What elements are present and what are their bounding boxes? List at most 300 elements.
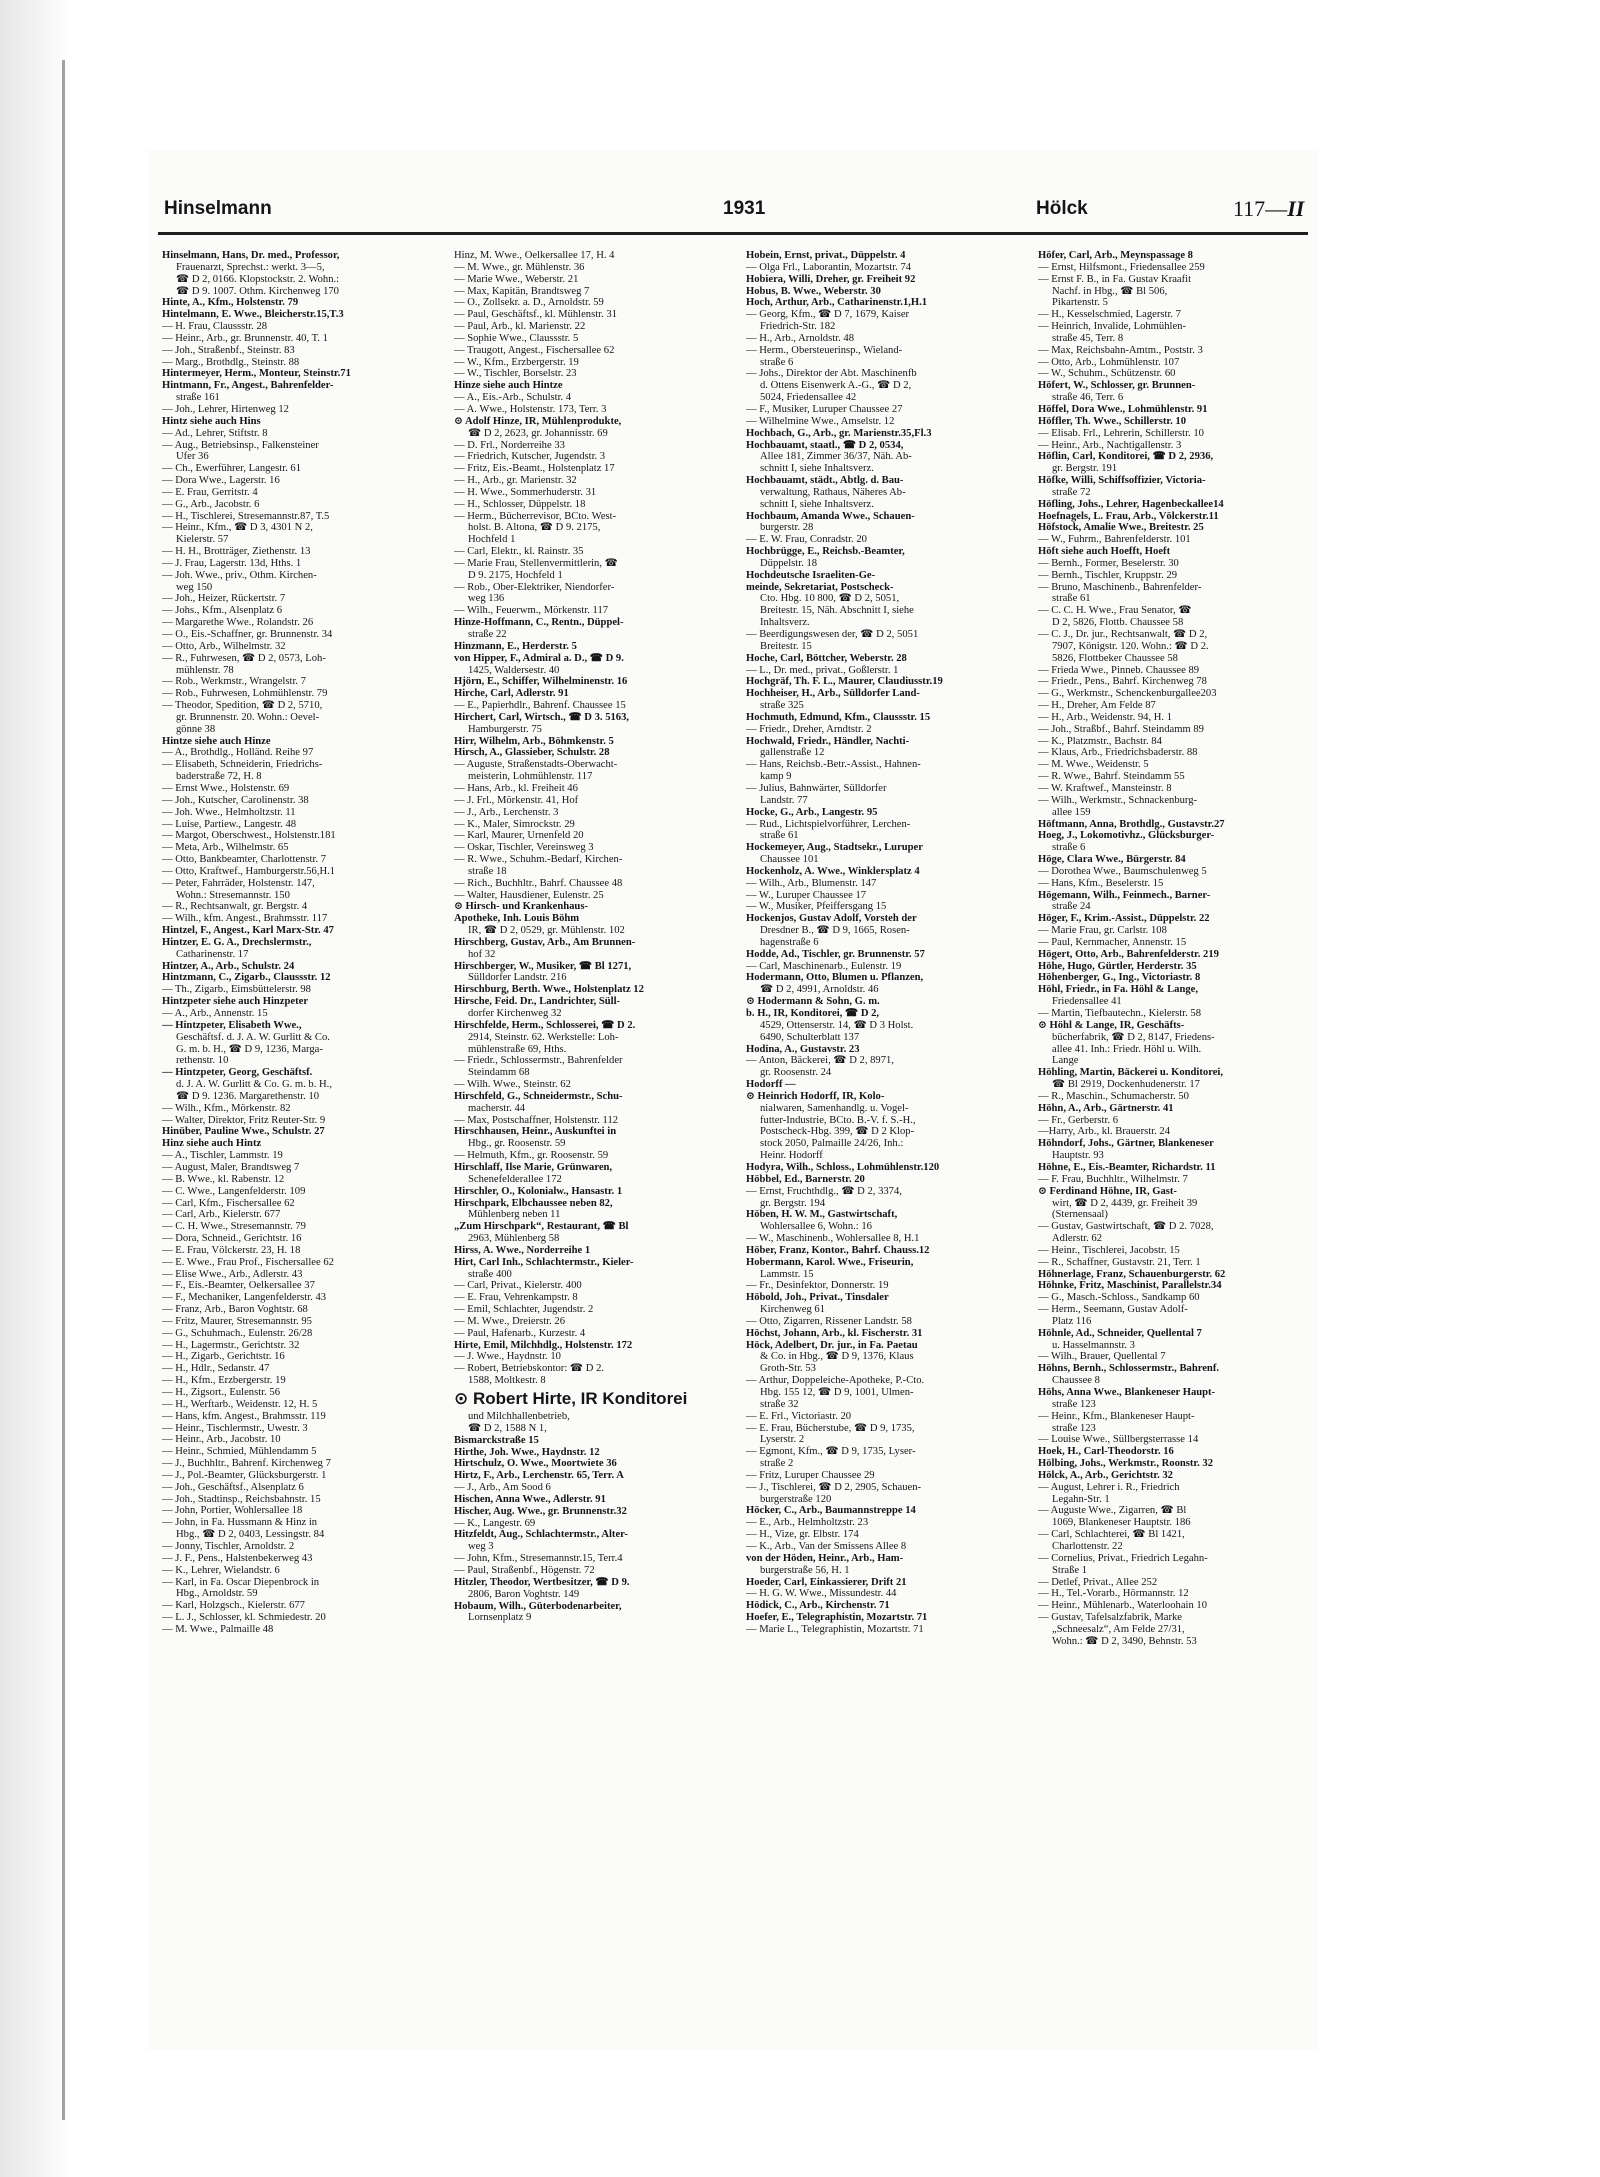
directory-entry: — Ernst Wwe., Holstenstr. 69 bbox=[162, 782, 290, 794]
directory-entry: — A., Arb., Annenstr. 15 bbox=[162, 1008, 268, 1019]
directory-entry: Hockenholz, A. Wwe., Winklersplatz 4 bbox=[746, 865, 920, 877]
directory-entry: Sülldorfer Landstr. 216 bbox=[468, 972, 567, 984]
directory-entry: Hirte, Emil, Milchhdlg., Holstenstr. 172 bbox=[454, 1339, 633, 1351]
directory-entry: meinde, Sekretariat, Postscheck- bbox=[746, 581, 894, 593]
directory-entry: meisterin, Lohmühlenstr. 117 bbox=[468, 771, 593, 783]
directory-entry: — Sophie Wwe., Claussstr. 5 bbox=[454, 332, 579, 344]
directory-entry: Hockemeyer, Aug., Stadtsekr., Luruper bbox=[746, 842, 923, 854]
directory-entry: Hodyra, Wilh., Schloss., Lohmühlenstr.120 bbox=[746, 1161, 940, 1173]
directory-entry: — Joh., Kutscher, Carolinenstr. 38 bbox=[162, 794, 309, 806]
directory-entry: — J., Arb., Am Sood 6 bbox=[454, 1482, 551, 1494]
directory-entry: — Th., Zigarb., Eimsbüttelerstr. 98 bbox=[162, 984, 311, 996]
directory-entry: — R., Fuhrwesen, ☎ D 2, 0573, Loh- bbox=[162, 652, 326, 664]
directory-entry: Hirche, Carl, Adlerstr. 91 bbox=[454, 688, 569, 700]
directory-entry: Hitzfeldt, Aug., Schlachtermstr., Alter- bbox=[454, 1529, 628, 1541]
directory-entry: Hjörn, E., Schiffer, Wilhelminenstr. 16 bbox=[454, 676, 628, 688]
directory-entry: Hoch, Arthur, Arb., Catharinenstr.1,H.1 bbox=[746, 297, 928, 309]
directory-entry: Hintzpeter siehe auch Hinzpeter bbox=[162, 996, 309, 1008]
directory-entry: Höffel, Dora Wwe., Lohmühlenstr. 91 bbox=[1038, 403, 1208, 415]
directory-entry: — Heinrich, Invalide, Lohmühlen- bbox=[1038, 321, 1186, 333]
directory-entry: — Hintzpeter, Elisabeth Wwe., bbox=[162, 1019, 302, 1031]
directory-entry: — Theodor, Spedition, ☎ D 2, 5710, bbox=[162, 700, 323, 712]
directory-entry: baderstraße 72, H. 8 bbox=[176, 771, 262, 783]
directory-entry: bücherfabrik, ☎ D 2, 8147, Friedens- bbox=[1052, 1031, 1215, 1043]
directory-entry: Bismarckstraße 15 bbox=[454, 1434, 539, 1446]
directory-entry: — F., Musiker, Luruper Chaussee 27 bbox=[746, 403, 903, 415]
directory-entry: — Dora, Schneid., Gerichtstr. 16 bbox=[162, 1233, 302, 1245]
directory-entry: Hinze siehe auch Hintze bbox=[454, 380, 563, 392]
directory-entry: — M. Wwe., Weidenstr. 5 bbox=[1038, 759, 1149, 771]
directory-entry: — K., Maler, Simrockstr. 29 bbox=[454, 818, 575, 830]
directory-entry: Höhenberger, G., Ing., Victoriastr. 8 bbox=[1038, 972, 1201, 984]
directory-entry: Steindamm 68 bbox=[468, 1067, 530, 1079]
directory-entry: straße 325 bbox=[760, 700, 804, 712]
directory-entry: IR, ☎ D 2, 0529, gr. Mühlenstr. 102 bbox=[468, 925, 625, 937]
header-first-name: Hinselmann bbox=[164, 198, 272, 219]
directory-entry: — Heinr., Mühlenarb., Waterloohain 10 bbox=[1038, 1600, 1208, 1612]
directory-entry: Hobermann, Karol. Wwe., Friseurin, bbox=[746, 1256, 914, 1268]
directory-entry: Höffler, Th. Wwe., Schillerstr. 10 bbox=[1038, 415, 1187, 427]
directory-entry: Hinzmann, E., Herderstr. 5 bbox=[454, 640, 577, 652]
directory-entry: 1588, Moltkestr. 8 bbox=[468, 1375, 546, 1387]
directory-entry: allee 41. Inh.: Friedr. Höhl u. Wilh. bbox=[1052, 1043, 1202, 1055]
directory-entry: gr. Roosenstr. 24 bbox=[760, 1067, 832, 1079]
directory-entry: — Margarethe Wwe., Rolandstr. 26 bbox=[162, 617, 314, 629]
directory-entry: — Carl, Kfm., Fischersallee 62 bbox=[162, 1197, 295, 1209]
directory-entry: mühlenstr. 78 bbox=[176, 664, 234, 676]
directory-entry: — J. F., Pens., Halstenbekerweg 43 bbox=[162, 1552, 313, 1564]
directory-entry: — Meta, Arb., Wilhelmstr. 65 bbox=[162, 842, 289, 854]
directory-entry: Heinr. Hodorff bbox=[760, 1150, 823, 1162]
directory-entry: Hochdeutsche Israeliten-Ge- bbox=[746, 569, 876, 581]
directory-entry: Hirschhausen, Heinr., Auskunftei in bbox=[454, 1126, 617, 1138]
directory-entry: — Bruno, Maschinenb., Bahrenfelder- bbox=[1038, 581, 1202, 593]
directory-entry: — W., Tischler, Borselstr. 23 bbox=[454, 368, 577, 380]
directory-entry: rethenstr. 10 bbox=[176, 1055, 229, 1067]
directory-entry: allee 159 bbox=[1052, 806, 1091, 818]
directory-entry: — Marie Frau, Stellenvermittlerin, ☎ bbox=[454, 557, 618, 569]
directory-entry: Hobein, Ernst, privat., Düppelstr. 4 bbox=[746, 250, 906, 261]
directory-entry: — Joh., Stadtinsp., Reichsbahnstr. 15 bbox=[162, 1493, 321, 1505]
header-year: 1931 bbox=[723, 198, 766, 219]
running-header bbox=[148, 194, 1318, 228]
directory-entry: Hintzer, A., Arb., Schulstr. 24 bbox=[162, 960, 295, 972]
directory-entry: — Oskar, Tischler, Vereinsweg 3 bbox=[454, 842, 594, 854]
directory-entry: — Wilh., Brauer, Quellental 7 bbox=[1038, 1351, 1166, 1363]
directory-entry: Hoeder, Carl, Einkassierer, Drift 21 bbox=[746, 1576, 907, 1588]
directory-entry: — M. Wwe., gr. Mühlenstr. 36 bbox=[454, 261, 585, 273]
directory-entry: — Max, Postschaffner, Holstenstr. 112 bbox=[454, 1114, 619, 1126]
directory-entry: Friedensallee 41 bbox=[1052, 996, 1122, 1008]
directory-entry: Hirschfeld, G., Schneidermstr., Schu- bbox=[454, 1090, 623, 1102]
directory-entry: Hodde, Ad., Tischler, gr. Brunnenstr. 57 bbox=[746, 948, 925, 960]
directory-entry: Hinz, M. Wwe., Oelkersallee 17, H. 4 bbox=[454, 250, 615, 261]
directory-entry: Hochbrügge, E., Reichsb.-Beamter, bbox=[746, 546, 905, 558]
directory-entry: — Hans, Reichsb.-Betr.-Assist., Hahnen- bbox=[746, 759, 921, 771]
directory-entry: Hobaum, Wilh., Güterbodenarbeiter, bbox=[454, 1600, 622, 1612]
directory-entry: d. Ottens Eisenwerk A.-G., ☎ D 2, bbox=[760, 380, 912, 392]
directory-entry: — A., Tischler, Lammstr. 19 bbox=[162, 1150, 283, 1162]
directory-entry: — Wilhelmine Wwe., Amselstr. 12 bbox=[746, 415, 895, 427]
directory-entry: straße 6 bbox=[1052, 842, 1086, 854]
directory-entry: Hirsch, A., Glassieber, Schulstr. 28 bbox=[454, 747, 610, 759]
directory-entry: u. Hasselmannstr. 3 bbox=[1052, 1339, 1135, 1351]
directory-entry: straße 72 bbox=[1052, 486, 1091, 498]
directory-entry: —Harry, Arb., kl. Brauerstr. 24 bbox=[1038, 1126, 1171, 1138]
directory-entry: ⊙ Hodermann & Sohn, G. m. bbox=[746, 996, 880, 1008]
directory-entry: Höhndorf, Johs., Gärtner, Blankeneser bbox=[1038, 1138, 1214, 1150]
directory-entry: ⊙ Robert Hirte, IR Konditorei bbox=[454, 1389, 688, 1408]
directory-entry: Hitzler, Theodor, Wertbesitzer, ☎ D 9. bbox=[454, 1576, 630, 1588]
directory-entry: Hirchert, Carl, Wirtsch., ☎ D 3. 5163, bbox=[454, 711, 630, 723]
directory-entry: Schenefelderallee 172 bbox=[468, 1173, 562, 1185]
directory-entry: Höfert, W., Schlosser, gr. Brunnen- bbox=[1038, 380, 1196, 392]
directory-entry: Hochheiser, H., Arb., Sülldorfer Land- bbox=[746, 688, 920, 700]
directory-entry: — Johs., Kfm., Alsenplatz 6 bbox=[162, 605, 283, 617]
directory-entry: — G., Schuhmach., Eulenstr. 26/28 bbox=[162, 1327, 313, 1339]
directory-entry: — C. H. Wwe., Stresemannstr. 79 bbox=[162, 1221, 306, 1233]
directory-entry: D 2, 5826, Flottb. Chaussee 58 bbox=[1052, 617, 1184, 629]
directory-entry: Hochbach, G., Arb., gr. Marienstr.35,Fl.3 bbox=[746, 427, 932, 439]
directory-entry: Höger, F., Krim.-Assist., Düppelstr. 22 bbox=[1038, 913, 1210, 925]
directory-entry: — Max, Reichsbahn-Amtm., Poststr. 3 bbox=[1038, 344, 1203, 356]
directory-entry: Höhnke, Fritz, Maschinist, Parallelstr.34 bbox=[1038, 1280, 1222, 1292]
directory-entry: — H. G. W. Wwe., Missundestr. 44 bbox=[746, 1588, 897, 1600]
directory-entry: — Karl, in Fa. Oscar Diepenbrock in bbox=[162, 1576, 320, 1588]
directory-entry: — Otto, Kraftwef., Hamburgerstr.56,H.1 bbox=[162, 865, 336, 877]
directory-entry: Frauenarzt, Sprechst.: werkt. 3—5, bbox=[176, 261, 325, 273]
directory-entry: Kirchenweg 61 bbox=[760, 1304, 826, 1316]
directory-entry: — Aug., Betriebsinsp., Falkensteiner bbox=[162, 439, 319, 451]
directory-entry: Hirsche, Feid. Dr., Landrichter, Süll- bbox=[454, 996, 621, 1008]
directory-entry: Hauptstr. 93 bbox=[1052, 1150, 1104, 1162]
directory-entry: — Carl, Maschinenarb., Eulenstr. 19 bbox=[746, 960, 902, 972]
directory-entry: — Heinr., Tischlerei, Jacobstr. 15 bbox=[1038, 1244, 1180, 1256]
directory-entry: — Bernh., Former, Beselerstr. 30 bbox=[1038, 557, 1179, 569]
directory-entry: — W., Schuhm., Schützenstr. 60 bbox=[1038, 368, 1176, 380]
directory-entry: — Beerdigungswesen der, ☎ D 2, 5051 bbox=[746, 629, 919, 640]
directory-entry: weg 136 bbox=[468, 593, 505, 605]
directory-entry: Hodermann, Otto, Blumen u. Pflanzen, bbox=[746, 972, 924, 984]
directory-entry: Düppelstr. 18 bbox=[760, 557, 818, 569]
directory-entry: Lyserstr. 2 bbox=[760, 1434, 805, 1446]
directory-entry: Höcker, C., Arb., Baumannstreppe 14 bbox=[746, 1505, 916, 1517]
directory-entry: — Traugott, Angest., Fischersallee 62 bbox=[454, 344, 615, 356]
directory-entry: G. m. b. H., ☎ D 9, 1236, Marga- bbox=[176, 1043, 323, 1055]
directory-entry: stock 2050, Palmaille 24/26, Inh.: bbox=[760, 1138, 904, 1150]
directory-entry: von Hipper, F., Admiral a. D., ☎ D 9. bbox=[454, 652, 624, 664]
directory-entry: — A. Wwe., Holstenstr. 173, Terr. 3 bbox=[454, 403, 607, 415]
directory-entry: — E. Frau, Bücherstube, ☎ D 9, 1735, bbox=[746, 1422, 915, 1434]
directory-entry: Hoefer, E., Telegraphistin, Mozartstr. 71 bbox=[746, 1612, 928, 1624]
directory-entry: Höhe, Hugo, Gürtler, Herderstr. 35 bbox=[1038, 960, 1197, 972]
directory-entry: dorfer Kirchenweg 32 bbox=[468, 1008, 562, 1019]
directory-entry: — C. C. H. Wwe., Frau Senator, ☎ bbox=[1038, 605, 1192, 617]
directory-entry: Hochbauamt, staatl., ☎ D 2, 0534, bbox=[746, 439, 904, 451]
directory-entry: Höft siehe auch Hoefft, Hoeft bbox=[1038, 546, 1171, 558]
directory-entry: Hbg., gr. Roosenstr. 59 bbox=[468, 1138, 566, 1150]
directory-entry: straße 123 bbox=[1052, 1398, 1096, 1410]
directory-entry: — Fritz, Eis.-Beamt., Holstenplatz 17 bbox=[454, 463, 615, 475]
directory-entry: — K., Arb., Van der Smissens Allee 8 bbox=[746, 1540, 907, 1552]
directory-entry: — Rob., Werkmstr., Wrangelstr. 7 bbox=[162, 676, 306, 688]
directory-entry: Hischen, Anna Wwe., Adlerstr. 91 bbox=[454, 1493, 606, 1505]
directory-entry: — Joh. Wwe., priv., Othm. Kirchen- bbox=[162, 569, 317, 581]
directory-entry: ☎ D 2, 4991, Arnoldstr. 46 bbox=[760, 984, 879, 996]
directory-entry: gr. Brunnenstr. 20. Wohn.: Oevel- bbox=[176, 711, 320, 723]
directory-entry: — Hans, Kfm., Beselerstr. 15 bbox=[1038, 877, 1164, 889]
directory-entry: — Cornelius, Privat., Friedrich Legahn- bbox=[1038, 1552, 1208, 1564]
directory-entry: Cto. Hbg. 10 800, ☎ D 2, 5051, bbox=[760, 593, 900, 605]
directory-entry: Hodina, A., Gustavstr. 23 bbox=[746, 1043, 860, 1055]
directory-entry: — R., Schaffner, Gustavstr. 21, Terr. 1 bbox=[1038, 1256, 1201, 1268]
directory-entry: Hoeg, J., Lokomotivhz., Glücksburger- bbox=[1038, 830, 1215, 842]
directory-entry: Hintzmann, C., Zigarb., Claussstr. 12 bbox=[162, 972, 331, 984]
directory-entry: — Hintzpeter, Georg, Geschäftsf. bbox=[162, 1067, 313, 1079]
directory-entry: Friedrich-Str. 182 bbox=[760, 321, 836, 333]
directory-entry: — Dora Wwe., Lagerstr. 16 bbox=[162, 475, 280, 487]
directory-entry: — Ernst F. B., in Fa. Gustav Kraafit bbox=[1038, 273, 1192, 285]
directory-entry: straße 45, Terr. 8 bbox=[1052, 332, 1124, 344]
directory-entry: Ufer 36 bbox=[176, 451, 209, 463]
directory-entry: — Marie Wwe., Weberstr. 21 bbox=[454, 273, 579, 285]
directory-entry: D 9. 2175, Hochfeld 1 bbox=[468, 569, 563, 581]
directory-entry: — H., Schlosser, Düppelstr. 18 bbox=[454, 498, 586, 510]
directory-entry: — R. Wwe., Schuhm.-Bedarf, Kirchen- bbox=[454, 854, 623, 866]
directory-entry: — H., Werftarb., Weidenstr. 12, H. 5 bbox=[162, 1398, 318, 1410]
directory-entry: burgerstraße 120 bbox=[760, 1493, 832, 1505]
directory-entry: Hirtz, F., Arb., Lerchenstr. 65, Terr. A bbox=[454, 1470, 624, 1482]
directory-entry: — Frieda Wwe., Pinneb. Chaussee 89 bbox=[1038, 664, 1200, 676]
directory-entry: — Marie Frau, gr. Carlstr. 108 bbox=[1038, 925, 1167, 937]
directory-entry: — Paul, Geschäftsf., kl. Mühlenstr. 31 bbox=[454, 309, 618, 321]
directory-entry: — Herm., Bücherrevisor, BCto. West- bbox=[454, 510, 617, 522]
directory-entry: straße 2 bbox=[760, 1458, 794, 1470]
directory-entry: hagenstraße 6 bbox=[760, 936, 819, 948]
directory-entry: futter-Industrie, BCto. B.-V. f. S.-H., bbox=[760, 1114, 916, 1126]
directory-entry: — Paul, Straßenbf., Högenstr. 72 bbox=[454, 1564, 595, 1576]
directory-entry: und Milchhallenbetrieb, bbox=[468, 1411, 570, 1422]
directory-entry: — Joh., Heizer, Rückertstr. 7 bbox=[162, 593, 286, 605]
directory-entry: Allee 181, Zimmer 36/37, Näh. Ab- bbox=[760, 451, 912, 463]
directory-entry: 2806, Baron Voghtstr. 149 bbox=[468, 1588, 580, 1600]
directory-entry: Hirtschulz, O. Wwe., Moortwiete 36 bbox=[454, 1458, 617, 1470]
directory-entry: Hbg., Arnoldstr. 59 bbox=[176, 1588, 258, 1600]
directory-entry: — Heinr., Tischlermstr., Uwestr. 3 bbox=[162, 1422, 308, 1434]
directory-entry: weg 3 bbox=[468, 1541, 494, 1553]
directory-entry: Hintzer, E. G. A., Drechslermstr., bbox=[162, 936, 312, 948]
directory-entry: — Carl, Schlachterei, ☎ Bl 1421, bbox=[1038, 1529, 1185, 1541]
directory-entry: — E. Frau, Vehrenkampstr. 8 bbox=[454, 1292, 578, 1304]
directory-entry: — Auguste, Straßenstadts-Oberwacht- bbox=[454, 759, 618, 771]
directory-entry: Nachf. in Hbg., ☎ Bl 506, bbox=[1052, 285, 1168, 297]
directory-entry: — E. Frl., Victoriastr. 20 bbox=[746, 1410, 852, 1422]
directory-entry: — E. Wwe., Frau Prof., Fischersallee 62 bbox=[162, 1256, 334, 1268]
directory-entry: Geschäftsf. d. J. A. W. Gurlitt & Co. bbox=[176, 1031, 330, 1043]
directory-entry: straße 24 bbox=[1052, 901, 1091, 913]
directory-entry: Hischer, Aug. Wwe., gr. Brunnenstr.32 bbox=[454, 1505, 627, 1517]
directory-entry: — Walter, Hausdiener, Eulenstr. 25 bbox=[454, 889, 604, 901]
directory-entry: Hirschberg, Gustav, Arb., Am Brunnen- bbox=[454, 936, 636, 948]
directory-entry: gönne 38 bbox=[176, 723, 216, 735]
directory-entry: — W., Kfm., Erzbergerstr. 19 bbox=[454, 356, 579, 368]
directory-entry: — H., Arb., gr. Marienstr. 32 bbox=[454, 475, 577, 487]
directory-entry: — Margot, Oberschwest., Holstenstr.181 bbox=[162, 830, 336, 842]
directory-entry: Hinselmann, Hans, Dr. med., Professor, bbox=[162, 250, 340, 261]
directory-entry: Wohn.: Stresemannstr. 150 bbox=[176, 889, 290, 901]
directory-entry: — Elisab. Frl., Lehrerin, Schillerstr. 10 bbox=[1038, 427, 1204, 439]
directory-entry: — Otto, Arb., Lohmühlenstr. 107 bbox=[1038, 356, 1180, 368]
directory-entry: — Rud., Lichtspielvorführer, Lerchen- bbox=[746, 818, 911, 830]
directory-entry: — O., Eis.-Schaffner, gr. Brunnenstr. 34 bbox=[162, 629, 333, 640]
directory-entry: Kielerstr. 57 bbox=[176, 534, 229, 546]
directory-entry: — John, in Fa. Hussmann & Hinz in bbox=[162, 1517, 318, 1529]
directory-entry: Höfke, Willi, Schiffsoffizier, Victoria- bbox=[1038, 475, 1206, 487]
directory-entry: — Klaus, Arb., Friedrichsbaderstr. 88 bbox=[1038, 747, 1198, 759]
directory-entry: Hobiera, Willi, Dreher, gr. Freiheit 92 bbox=[746, 273, 916, 285]
directory-entry: Straße 1 bbox=[1052, 1564, 1088, 1576]
directory-entry: — Olga Frl., Laborantin, Mozartstr. 74 bbox=[746, 261, 912, 273]
directory-entry: Hirschpark, Elbchaussee neben 82, bbox=[454, 1197, 613, 1209]
directory-entry: Höbbel, Ed., Barnerstr. 20 bbox=[746, 1173, 865, 1185]
directory-entry: Catharinenstr. 17 bbox=[176, 948, 249, 960]
directory-entry: Hochgräf, Th. F. L., Maurer, Claudiusstr.19 bbox=[746, 676, 943, 688]
directory-entry: — Ch., Ewerführer, Langestr. 61 bbox=[162, 463, 302, 475]
directory-entry: wirt, ☎ D 2, 4439, gr. Freiheit 39 bbox=[1052, 1197, 1198, 1209]
directory-entry: — Carl, Elektr., kl. Rainstr. 35 bbox=[454, 546, 584, 558]
directory-entry: ☎ D 2, 0166. Klopstockstr. 2. Wohn.: bbox=[176, 273, 340, 285]
directory-entry: schnitt I, siehe Inhaltsverz. bbox=[760, 463, 874, 475]
directory-entry: — Wilh. Wwe., Steinstr. 62 bbox=[454, 1079, 571, 1091]
directory-entry: — W., Musiker, Pfeiffersgang 15 bbox=[746, 901, 887, 913]
directory-entry: Landstr. 77 bbox=[760, 794, 808, 806]
directory-entry: — John, Kfm., Stresemannstr.15, Terr.4 bbox=[454, 1553, 623, 1565]
directory-entry: straße 6 bbox=[760, 356, 794, 368]
directory-entry: — A., Brothdlg., Holländ. Reihe 97 bbox=[162, 747, 314, 759]
directory-entry: Groth-Str. 53 bbox=[760, 1363, 816, 1375]
directory-entry: — Elisabeth, Schneiderin, Friedrichs- bbox=[162, 759, 323, 771]
directory-entry: — Robert, Betriebskontor: ☎ D 2. bbox=[454, 1363, 605, 1375]
directory-entry: Högert, Otto, Arb., Bahrenfelderstr. 219 bbox=[1038, 948, 1219, 960]
directory-entry: mühlenstraße 69, Hths. bbox=[468, 1043, 567, 1055]
binding-edge-line bbox=[62, 60, 65, 2120]
directory-entry: Hocke, G., Arb., Langestr. 95 bbox=[746, 806, 878, 818]
directory-entry: Hamburgerstr. 75 bbox=[468, 723, 542, 735]
directory-entry: ☎ D 2, 1588 N 1, bbox=[468, 1422, 547, 1434]
directory-entry: — L., Dr. med., privat., Goßlerstr. 1 bbox=[746, 664, 899, 676]
directory-entry: Hoefnagels, L. Frau, Arb., Völckerstr.11 bbox=[1038, 510, 1219, 522]
directory-entry: — H., Kfm., Erzbergerstr. 19 bbox=[162, 1375, 286, 1387]
directory-entry: 2914, Steinstr. 62. Werkstelle: Loh- bbox=[468, 1031, 619, 1043]
directory-entry: — H., Dreher, Am Felde 87 bbox=[1038, 700, 1156, 712]
directory-entry: Wohn.: ☎ D 2, 3490, Behnstr. 53 bbox=[1052, 1635, 1197, 1647]
page-number-arabic: 117 bbox=[1233, 196, 1266, 221]
directory-entry: „Zum Hirschpark“, Restaurant, ☎ Bl bbox=[454, 1221, 629, 1233]
directory-entry: — Heinr., Kfm., Blankeneser Haupt- bbox=[1038, 1410, 1195, 1422]
directory-entry: Höfer, Carl, Arb., Meynspassage 8 bbox=[1038, 250, 1193, 261]
directory-entry: — B. Wwe., kl. Rabenstr. 12 bbox=[162, 1173, 285, 1185]
directory-entry: Hbg. 155 12, ☎ D 9, 1001, Ulmen- bbox=[760, 1387, 914, 1398]
directory-entry: — Marie L., Telegraphistin, Mozartstr. 71 bbox=[746, 1623, 924, 1635]
directory-entry: — Otto, Bankbeamter, Charlottenstr. 7 bbox=[162, 854, 327, 866]
directory-entry: — Friedr., Dreher, Arndtstr. 2 bbox=[746, 723, 872, 735]
directory-entry: ⊙ Adolf Hinze, IR, Mühlenprodukte, bbox=[454, 415, 622, 427]
directory-entry: ⊙ Ferdinand Höhne, IR, Gast- bbox=[1038, 1185, 1177, 1197]
directory-entry: — Auguste Wwe., Zigarren, ☎ Bl bbox=[1038, 1505, 1187, 1517]
directory-entry: — H., Arb., Arnoldstr. 48 bbox=[746, 332, 855, 344]
directory-entry: — H., Zigarb., Gerichtstr. 16 bbox=[162, 1351, 285, 1363]
directory-entry: — J. Wwe., Haydnstr. 10 bbox=[454, 1351, 561, 1363]
directory-entry: Hintelmann, E. Wwe., Bleicherstr.15,T.3 bbox=[162, 309, 344, 321]
directory-entry: — Friedr., Schlossermstr., Bahrenfelder bbox=[454, 1055, 623, 1067]
directory-entry: — Marg., Brothdlg., Steinstr. 88 bbox=[162, 356, 300, 368]
directory-entry: straße 61 bbox=[760, 830, 799, 842]
directory-entry: — J., Buchhltr., Bahrenf. Kirchenweg 7 bbox=[162, 1458, 331, 1470]
directory-entry: Hoek, H., Carl-Theodorstr. 16 bbox=[1038, 1446, 1174, 1458]
directory-entry: Wohlersallee 6, Wohn.: 16 bbox=[760, 1221, 872, 1233]
directory-entry: Hochbauamt, städt., Abtlg. d. Bau- bbox=[746, 475, 904, 487]
directory-entry: kamp 9 bbox=[760, 771, 792, 783]
directory-entry: Hinte, A., Kfm., Holstenstr. 79 bbox=[162, 297, 299, 309]
directory-entry: Chaussee 101 bbox=[760, 854, 819, 866]
directory-entry: Höhn, A., Arb., Gärtnerstr. 41 bbox=[1038, 1102, 1174, 1114]
directory-entry: ⊙ Hirsch- und Krankenhaus- bbox=[454, 901, 588, 913]
column-3 bbox=[746, 250, 1024, 2040]
directory-entry: — Anton, Bäckerei, ☎ D 2, 8971, bbox=[746, 1055, 894, 1067]
directory-entry: — J. Frl., Mörkenstr. 41, Hof bbox=[454, 794, 579, 806]
directory-entry: — Jonny, Tischler, Arnoldstr. 2 bbox=[162, 1540, 295, 1552]
directory-entry: — H. Frau, Claussstr. 28 bbox=[162, 321, 268, 333]
directory-entry: 6490, Schulterblatt 137 bbox=[760, 1031, 860, 1043]
directory-entry: — G., Arb., Jacobstr. 6 bbox=[162, 498, 260, 510]
directory-entry: 1425, Waldersestr. 40 bbox=[468, 664, 560, 676]
directory-entry: — E., Papierhdlr., Bahrenf. Chaussee 15 bbox=[454, 700, 626, 712]
directory-entry: — Luise, Partiew., Langestr. 48 bbox=[162, 818, 297, 830]
directory-entry: — Ad., Lehrer, Stiftstr. 8 bbox=[162, 427, 268, 439]
directory-entry: — Fritz, Luruper Chaussee 29 bbox=[746, 1469, 875, 1481]
directory-entry: weg 150 bbox=[176, 581, 213, 593]
directory-entry: Höben, H. W. M., Gastwirtschaft, bbox=[746, 1209, 898, 1221]
column-2 bbox=[454, 250, 732, 2040]
directory-entry: — Fritz, Maurer, Stresemannstr. 95 bbox=[162, 1315, 312, 1327]
directory-entry: Hintzel, F., Angest., Karl Marx-Str. 47 bbox=[162, 925, 334, 937]
directory-entry: Höhne, E., Eis.-Beamter, Richardstr. 11 bbox=[1038, 1161, 1216, 1173]
directory-entry: — Paul, Kernmacher, Annenstr. 15 bbox=[1038, 936, 1187, 948]
directory-entry: Höhns, Bernh., Schlossermstr., Bahrenf. bbox=[1038, 1363, 1219, 1375]
directory-entry: straße 46, Terr. 6 bbox=[1052, 392, 1124, 404]
directory-entry: — Ernst, Hilfsmont., Friedensallee 259 bbox=[1038, 261, 1205, 273]
directory-page bbox=[148, 150, 1318, 2050]
directory-entry: Dresdner B., ☎ D 9, 1665, Rosen- bbox=[760, 925, 910, 937]
directory-entry: — Wilh., Arb., Blumenstr. 147 bbox=[746, 877, 877, 889]
directory-entry: — Wilh., Feuerwm., Mörkenstr. 117 bbox=[454, 605, 609, 617]
directory-entry: — H., Arb., Weidenstr. 94, H. 1 bbox=[1038, 711, 1173, 723]
directory-entry: schnitt I, siehe Inhaltsverz. bbox=[760, 498, 874, 510]
directory-entry: — F., Mechaniker, Langenfelderstr. 43 bbox=[162, 1292, 327, 1304]
directory-entry: — Karl, Holzgsch., Kielerstr. 677 bbox=[162, 1600, 305, 1612]
directory-entry: — H., Vize, gr. Elbstr. 174 bbox=[746, 1529, 859, 1541]
directory-entry: Hockenjos, Gustav Adolf, Vorsteh der bbox=[746, 913, 917, 925]
directory-entry: — O., Zollsekr. a. D., Arnoldstr. 59 bbox=[454, 297, 604, 309]
directory-entry: — Carl, Privat., Kielerstr. 400 bbox=[454, 1280, 582, 1292]
directory-entry: ☎ Bl 2919, Dockenhudenerstr. 17 bbox=[1052, 1079, 1200, 1091]
directory-entry: — G., Werkmstr., Schenckenburgallee203 bbox=[1038, 688, 1217, 700]
directory-entry: „Schneesalz“, Am Felde 27/31, bbox=[1052, 1623, 1185, 1635]
directory-entry: straße 22 bbox=[468, 629, 507, 640]
directory-entry: — W., Maschinenb., Wohlersallee 8, H.1 bbox=[746, 1233, 920, 1245]
directory-entry: — M. Wwe., Palmaille 48 bbox=[162, 1623, 274, 1635]
directory-entry: burgerstr. 28 bbox=[760, 522, 814, 534]
